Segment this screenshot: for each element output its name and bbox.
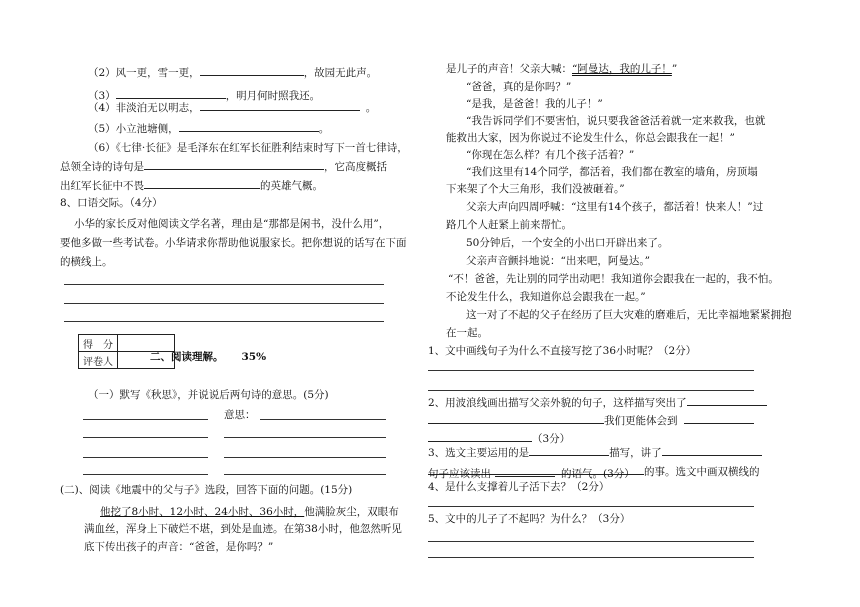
story-line: 在一起。: [446, 327, 488, 339]
story-line: 下来架了个大三角形，我们没被砸着。”: [446, 183, 625, 195]
question-2-line1: 2、用波浪线画出描写父亲外貌的句子，这样描写突出了: [428, 394, 767, 410]
q8-title: 8、口语交际。（4分）: [60, 197, 163, 209]
answer-blank[interactable]: [529, 444, 609, 456]
answer-line[interactable]: [428, 557, 754, 558]
story-line: “我告诉同学们不要害怕，说只要我爸爸活着就一定来救我，也就: [466, 115, 766, 127]
story-line: 这一对了不起的父子在经历了巨大灾难的磨难后，无比幸福地紧紧拥抱: [466, 309, 792, 321]
q8-para-line2: 要他多做一些考试卷。小华请求你帮助他说服家长。把你想说的话写在下面: [60, 237, 407, 249]
question-3-line3: 句子应该读出 的语气。(3分）: [428, 465, 635, 481]
q8-para-line3: 的横线上。: [60, 256, 113, 268]
answer-blank[interactable]: [179, 120, 319, 132]
story-line: 父亲声音颤抖地说：“出来吧，阿曼达。”: [466, 255, 650, 267]
answer-line[interactable]: [224, 457, 386, 458]
score-cell[interactable]: [118, 335, 175, 352]
question-3-line1: 3、选文主要运用的是 描写，讲了: [428, 444, 762, 460]
answer-line[interactable]: [224, 474, 386, 475]
q7-4-line: （4）非淡泊无以明志， 。: [88, 99, 376, 115]
q7-3-line: （3） ，明月何时照我还。: [88, 87, 320, 103]
q7-6-line1: （6）《七律·长征》是毛泽东在红军长征胜利结束时写下一首七律诗，: [88, 142, 408, 154]
answer-line[interactable]: [83, 457, 208, 458]
story-line: “你现在怎么样？有几个孩子活着？”: [466, 149, 635, 161]
answer-line[interactable]: [428, 370, 754, 371]
answer-line[interactable]: [64, 303, 384, 304]
answer-line[interactable]: [224, 437, 386, 438]
story-line: “我们这里有14个同学，都活着，我们都在教室的墙角，房顶塌: [466, 166, 758, 178]
answer-line[interactable]: [83, 474, 208, 475]
answer-blank[interactable]: [144, 177, 260, 189]
story-line: 是儿子的声音！父亲大喊：“阿曼达，我的儿子！”: [446, 63, 678, 75]
answer-line[interactable]: [260, 419, 386, 420]
question-2-line3: （3分）: [428, 430, 570, 446]
story-line: “是我，是爸爸！我的儿子！”: [466, 98, 603, 110]
story-line: “爸爸，真的是你吗？”: [466, 81, 572, 93]
answer-blank[interactable]: [200, 99, 360, 111]
answer-blank[interactable]: [116, 87, 226, 99]
answer-line[interactable]: [428, 506, 754, 507]
q7-2-line: （2）风一更，雪一更， ，故园无此声。: [88, 64, 377, 80]
reading-2-para-line2: 满血丝，浑身上下破烂不堪，到处是血迹。在第38小时，他忽然听见: [84, 523, 402, 535]
answer-blank[interactable]: [684, 412, 754, 424]
story-line: “不！爸爸，先让别的同学出动吧！我知道你会跟我在一起的，我不怕。: [448, 273, 779, 285]
q7-5-line: （5）小立池塘侧， 。: [88, 120, 329, 136]
answer-line[interactable]: [83, 437, 208, 438]
question-2-line2: 我们更能体会到: [428, 412, 754, 428]
reading-1-title: （一）默写《秋思》，并说说后两句诗的意思。(5分): [88, 389, 329, 401]
grader-label: 评卷人: [79, 352, 118, 369]
answer-line[interactable]: [428, 541, 754, 542]
reading-2-title: (二)、阅读《地震中的父与子》选段，回答下面的问题。(15分): [60, 484, 353, 496]
answer-blank[interactable]: [687, 394, 767, 406]
q7-6-line2: 总领全诗的诗句是 ，它高度概括: [60, 158, 387, 174]
answer-blank[interactable]: [428, 412, 604, 424]
answer-blank[interactable]: [428, 430, 532, 442]
answer-line[interactable]: [64, 284, 384, 285]
answer-blank[interactable]: [495, 465, 555, 477]
q7-6-line3: 出红军长征中不畏 的英雄气概。: [60, 177, 323, 193]
answer-blank[interactable]: [662, 444, 762, 456]
reading-2-para-line3: 底下传出孩子的声音：“爸爸，是你吗？”: [84, 541, 274, 553]
question-4: 4、是什么支撑着儿子活下去？（2分）: [428, 481, 610, 493]
question-5: 5、文中的儿子了不起吗？为什么？（3分）: [428, 513, 631, 525]
meaning-label: 意思：: [224, 409, 256, 421]
answer-line[interactable]: [428, 390, 754, 391]
story-line: 路几个人赶紧上前来帮忙。: [446, 219, 572, 231]
question-3-line2: 的事。选文中画双横线的: [428, 463, 760, 479]
q8-para-line1: 小华的家长反对他阅读文学名著，理由是“那都是闲书，没什么用”，: [74, 218, 390, 230]
answer-line[interactable]: [83, 419, 208, 420]
question-1: 1、文中画线句子为什么不直接写挖了36小时呢？（2分）: [428, 345, 697, 357]
story-line: 50分钟后，一个安全的小出口开辟出来了。: [466, 237, 669, 249]
answer-blank[interactable]: [144, 158, 324, 170]
story-line: 父亲大声向四周呼喊：“这里有14个孩子，都活着！快来人！”过: [466, 201, 764, 213]
story-line: 能救出大家，因为你说过不论发生什么，你总会跟我在一起！”: [446, 132, 735, 144]
reading-2-para-line1: 他挖了8小时、12小时、24小时、36小时，他满脸灰尘，双眼布: [100, 506, 399, 518]
section-2-heading: 二、阅读理解。 35%: [150, 351, 267, 363]
answer-blank[interactable]: [200, 64, 304, 76]
answer-line[interactable]: [64, 321, 384, 322]
score-label: 得 分: [79, 335, 118, 352]
story-line: 不论发生什么，我知道你总会跟我在一起。”: [446, 291, 646, 303]
